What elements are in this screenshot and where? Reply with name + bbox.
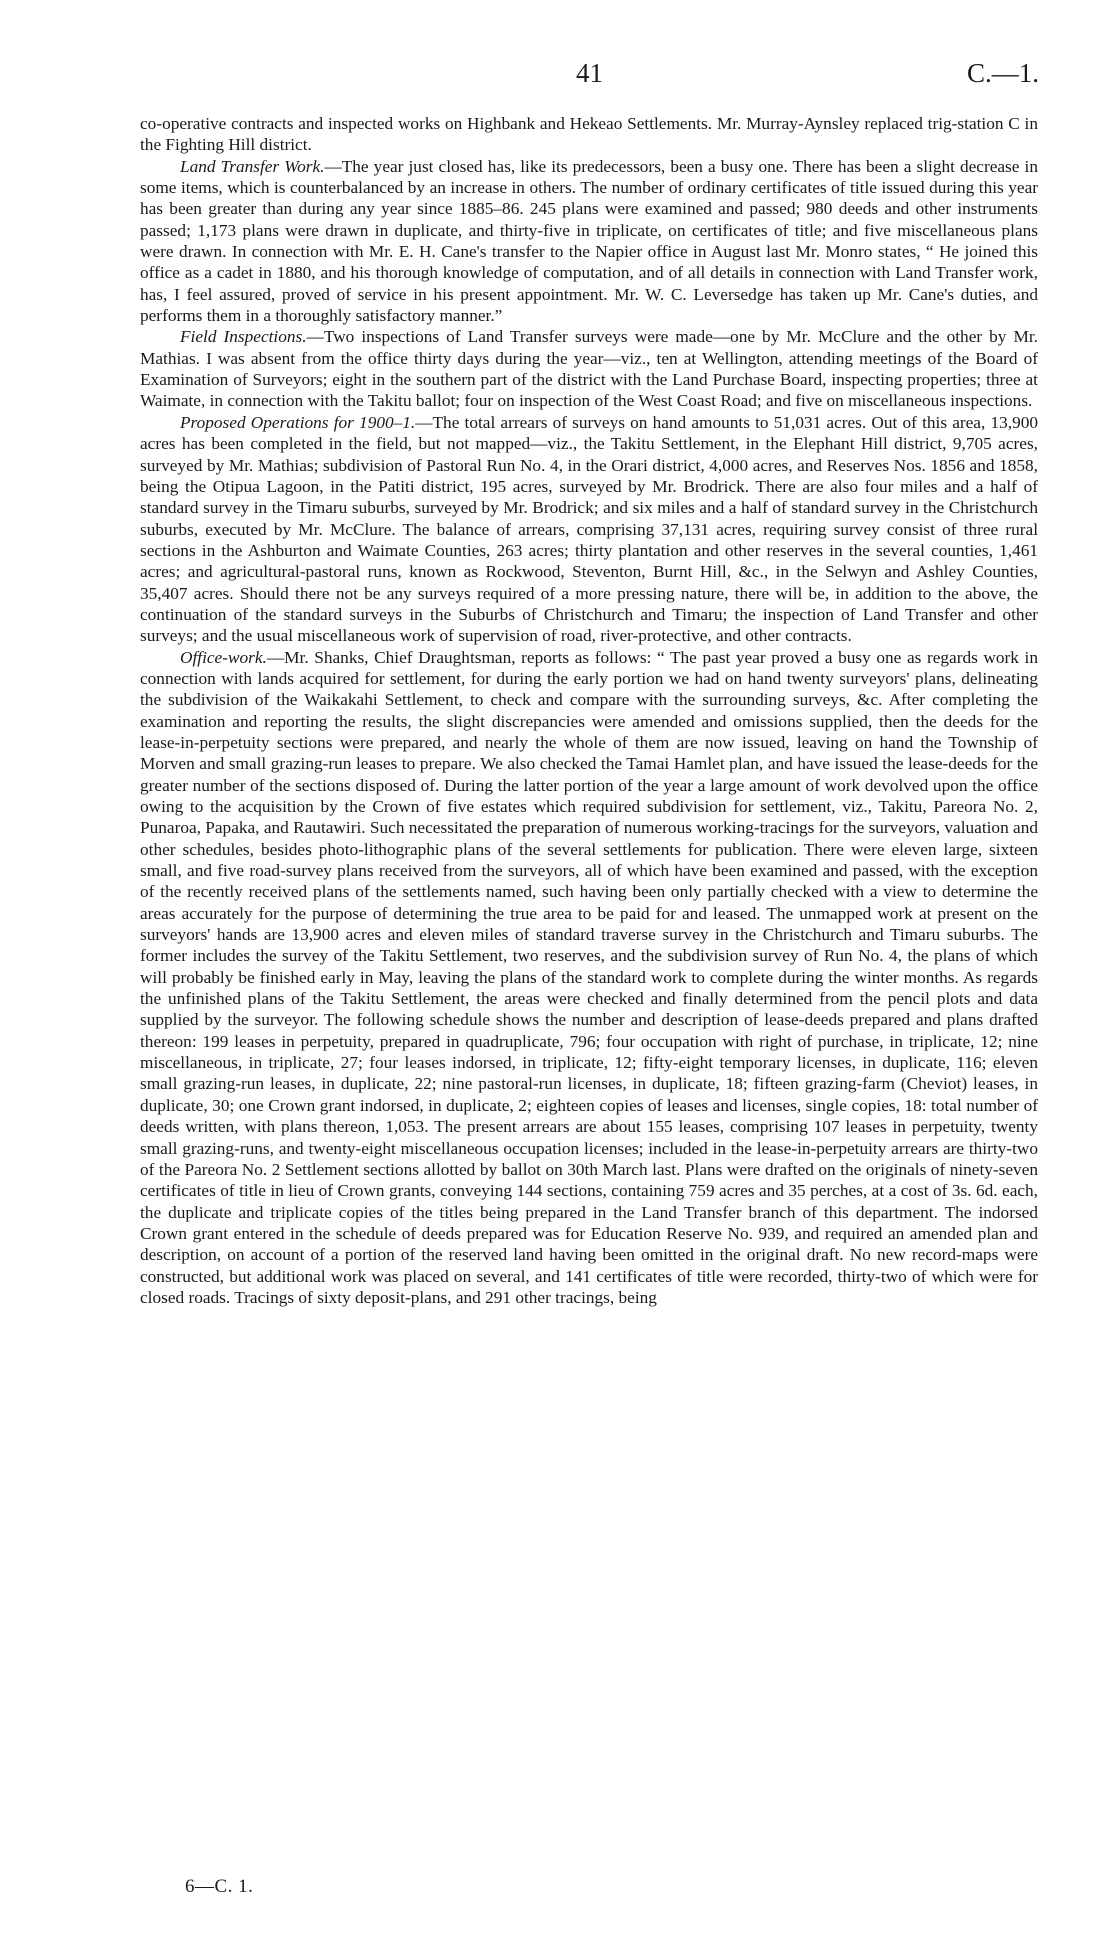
paragraph-text: —The total arrears of surveys on hand amounts to 51,031 acres. Out of this area, 13,900 acres has been completed in the field, but not mapped—viz., the Takitu Settlement, in the Elephant Hill district, 9,705 acres, surveyed by Mr. Mathias; subdivision of Pastoral Run No. 4, in the Orari district, 4,000 acres, and Reserves Nos. 1856 and 1858, being the Otipua Lagoon, in the Patiti district, 195 acres, surveyed by Mr. Brodrick. There are also four miles and a half of standard survey in the Timaru suburbs, surveyed by Mr. Brodrick; and six miles and a half of standard survey in the Christchurch suburbs, executed by Mr. McClure. The balance of arrears, comprising 37,131 acres, requiring survey consist of three rural sections in the Ashburton and Waimate Counties, 263 acres; thirty plantation and other reserves in the several counties, 1,461 acres; and agricultural-pastoral runs, known as Rockwood, Steventon, Burnt Hill, &c., in the Selwyn and Ashley Counties, 35,407 acres. Should there not be any surveys required of a more pressing nature, there will be, in addition to the above, the continuation of the standard surveys in the Suburbs of Christchurch and Timaru; the inspection of Land Transfer and other surveys; and the usual miscellaneous work of supervision of road, river-protective, and other contracts.	[140, 412, 1038, 646]
paragraph-text: —The year just closed has, like its predecessors, been a busy one. There has been a slight decrease in some items, which is counterbalanced by an increase in others. The number of ordinary certificates of title issued during this year has been greater than during any year since 1885–86. 245 plans were examined and passed; 980 deeds and other instruments passed; 1,173 plans were drawn in duplicate, and thirty-five in triplicate, on certificates of title; and five miscellaneous plans were drawn. In connection with Mr. E. H. Cane's transfer to the Napier office in August last Mr. Monro states, “ He joined this office as a cadet in 1880, and his thorough knowledge of computation, and of all details in connection with Land Transfer work, has, I feel assured, proved of service in his present appointment. Mr. W. C. Leversedge has taken up Mr. Cane's duties, and performs them in a thoroughly satisfactory manner.”	[140, 156, 1038, 326]
section-heading: Proposed Operations for 1900–1.	[180, 412, 416, 432]
section-heading: Land Transfer Work.	[180, 156, 325, 176]
paragraph-field-inspections	[140, 326, 1038, 411]
paragraph-office-work	[140, 647, 1038, 1309]
paragraph-text: —Mr. Shanks, Chief Draughtsman, reports as follows: “ The past year proved a busy one as regards work in connection with lands acquired for settlement, for during the early portion we had on hand twenty surveyors' plans, delineating the subdivision of the Waikakahi Settlement, to check and compare with the surrounding surveys, &c. After completing the examination and reporting the results, the slight discrepancies were amended and omissions supplied, then the deeds for the lease-in-perpetuity sections were prepared, and nearly the whole of them are now issued, leaving on hand the Township of Morven and small grazing-run leases to prepare. We also checked the Tamai Hamlet plan, and have issued the lease-deeds for the greater number of the sections disposed of. During the latter portion of the year a large amount of work devolved upon the office owing to the acquisition by the Crown of five estates which required subdivision for settlement, viz., Takitu, Pareora No. 2, Punaroa, Papaka, and Rautawiri. Such necessitated the preparation of numerous working-tracings for the surveyors, valuation and other schedules, besides photo-lithographic plans of the several settlements for publication. There were eleven large, sixteen small, and five road-survey plans received from the surveyors, all of which have been examined and passed, with the exception of the recently received plans of the settlements named, such having been only partially checked with a view to determine the areas accurately for the purpose of determining the true area to be paid for and leased. The unmapped work at present on the surveyors' hands are 13,900 acres and eleven miles of standard traverse survey in the Christchurch and Timaru suburbs. The former includes the survey of the Takitu Settlement, two reserves, and the subdivision survey of Run No. 4, the plans of which will probably be finished early in May, leaving the plans of the standard work to complete during the winter months. As regards the unfinished plans of the Takitu Settlement, the areas were checked and finally determined from the pencil plots and data supplied by the surveyor. The following schedule shows the number and description of lease-deeds prepared and plans drafted thereon: 199 leases in perpetuity, prepared in quadruplicate, 796; four occupation with right of purchase, in triplicate, 12; nine miscellaneous, in triplicate, 27; four leases indorsed, in triplicate, 12; fifty-eight temporary licenses, in duplicate, 116; eleven small grazing-run leases, in duplicate, 22; nine pastoral-run licenses, in duplicate, 18; fifteen grazing-farm (Cheviot) leases, in duplicate, 30; one Crown grant indorsed, in duplicate, 2; eighteen copies of leases and licenses, single copies, 18: total number of deeds written, with plans thereon, 1,053. The present arrears are about 155 leases, comprising 107 leases in perpetuity, twenty small grazing-runs, and twenty-eight miscellaneous occupation licenses; included in the lease-in-perpetuity arrears are thirty-two of the Pareora No. 2 Settlement sections allotted by ballot on 30th March last. Plans were drafted on the originals of ninety-seven certificates of title in lieu of Crown grants, conveying 144 sections, containing 759 acres and 35 perches, at a cost of 3s. 6d. each, the duplicate and triplicate copies of the titles being prepared in the Land Transfer branch of this department. The indorsed Crown grant entered in the schedule of deeds prepared was for Education Reserve No. 939, and required an amended plan and description, on account of a portion of the reserved land having been omitted in the original draft. No new record-maps were constructed, but additional work was placed on several, and 141 certificates of title were recorded, thirty-two of which were for closed roads. Tracings of sixty deposit-plans, and 291 other tracings, being	[140, 647, 1038, 1307]
paragraph-text: co-operative contracts and inspected works on Highbank and Hekeao Settlements. Mr. Murray-Aynsley replaced trig-station C in the Fighting Hill district.	[140, 114, 1038, 155]
section-heading: Field Inspections.	[180, 327, 307, 347]
paragraph-continuation	[140, 113, 1038, 156]
paragraph-proposed-operations	[140, 412, 1038, 647]
section-heading: Office-work.	[180, 647, 267, 667]
page-number: 41	[576, 58, 603, 88]
body-text	[140, 113, 1038, 1308]
paragraph-land-transfer-work	[140, 156, 1038, 327]
paragraph-text: —Two inspections of Land Transfer surveys were made—one by Mr. McClure and the other by Mr. Mathias. I was absent from the office thirty days during the year—viz., ten at Wellington, attending meetings of the Board of Examination of Surveyors; eight in the southern part of the district with the Land Purchase Board, inspecting properties; three at Waimate, in connection with the Takitu ballot; four on inspection of the West Coast Road; and five on miscellaneous inspections.	[140, 327, 1038, 411]
signature-mark: 6—C. 1.	[185, 1876, 254, 1897]
page-header	[140, 58, 1039, 98]
document-reference: C.—1.	[966, 58, 1039, 88]
